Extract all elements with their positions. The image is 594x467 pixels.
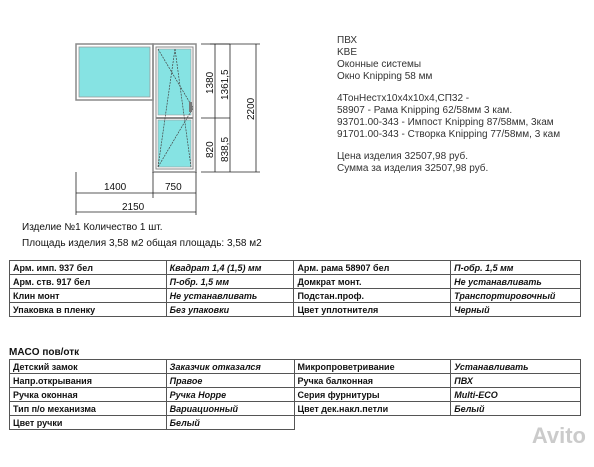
param-value: Заказчик отказался (166, 360, 294, 374)
param-value: Устанавливать (451, 360, 581, 374)
left-glass (79, 47, 150, 97)
params-table-2 (9, 359, 581, 430)
param-value: Транспортировочный (451, 289, 581, 303)
spec-line: KBE (337, 47, 358, 58)
param-value: Не устанавливать (451, 275, 581, 289)
param-value: Черный (451, 303, 581, 317)
param-value: Multi-ECO (451, 388, 581, 402)
empty-cell (294, 416, 451, 430)
param-key: Клин монт (10, 289, 167, 303)
param-key: Арм. имп. 937 бел (10, 261, 167, 275)
spec-line: Оконные системы (337, 59, 422, 70)
spec-line: 93701.00-343 - Импост Knipping 87/58мм, 3кам (337, 117, 554, 128)
param-key: Тип п/о механизма (10, 402, 167, 416)
param-value: Ручка Hoppe (166, 388, 294, 402)
maco-title: MACO пов/отк (9, 347, 80, 358)
dim-total-height: 2200 (246, 97, 257, 120)
param-key: Микропроветривание (294, 360, 451, 374)
dim-total-width: 2150 (122, 202, 145, 213)
param-key: Ручка оконная (10, 388, 167, 402)
spec-line: 4ТонНестх10х4х10х4,СП32 - (337, 93, 470, 104)
param-key: Домкрат монт. (294, 275, 451, 289)
param-value: Вариационный (166, 402, 294, 416)
dim-width-right: 750 (165, 182, 182, 193)
spec-line: ПВХ (337, 35, 358, 46)
param-value: Белый (166, 416, 294, 430)
spec-line (337, 141, 560, 151)
door-glass-bottom (158, 120, 191, 167)
param-value: Правое (166, 374, 294, 388)
dim-bottom: 820 (205, 141, 216, 158)
param-key: Цвет ручки (10, 416, 167, 430)
param-value: Не устанавливать (166, 289, 294, 303)
param-value: Без упаковки (166, 303, 294, 317)
param-value: Квадрат 1,4 (1,5) мм (166, 261, 294, 275)
param-value: ПВХ (451, 374, 581, 388)
table-row (10, 416, 581, 430)
spec-line: 58907 - Рама Knipping 62/58мм 3 кам. (337, 105, 513, 116)
param-key: Арм. ств. 917 бел (10, 275, 167, 289)
spec-line: 91701.00-343 - Створка Knipping 77/58мм, 3 кам (337, 129, 561, 140)
param-key: Ручка балконная (294, 374, 451, 388)
table-row (10, 402, 581, 416)
window-drawing (60, 30, 280, 220)
param-key: Упаковка в пленку (10, 303, 167, 317)
dim-height-1: 1361,5 (220, 69, 231, 100)
table-row (10, 261, 581, 275)
param-key: Детский замок (10, 360, 167, 374)
param-value: П-обр. 1,5 мм (166, 275, 294, 289)
spec-line: Окно Knipping 58 мм (337, 71, 433, 82)
spec-line (337, 83, 560, 93)
param-value: Белый (451, 402, 581, 416)
table-row (10, 374, 581, 388)
door-glass-top (158, 49, 191, 115)
avito-watermark: Avito (531, 423, 586, 448)
table-row (10, 303, 581, 317)
param-key: Напр.открывания (10, 374, 167, 388)
param-key: Цвет уплотнителя (294, 303, 451, 317)
window-spec (337, 35, 560, 175)
table-row (10, 388, 581, 402)
dim-height-2: 838,5 (220, 136, 231, 162)
param-key: Подстан.проф. (294, 289, 451, 303)
table-row (10, 289, 581, 303)
dim-top: 1380 (205, 71, 216, 94)
params-table-1 (9, 260, 581, 317)
spec-line: Сумма за изделия 32507,98 руб. (337, 163, 489, 174)
param-key: Арм. рама 58907 бел (294, 261, 451, 275)
handle (189, 102, 192, 112)
product-line-1: Изделие №1 Количество 1 шт. (22, 222, 163, 233)
product-line-2: Площадь изделия 3,58 м2 общая площадь: 3,58 м2 (22, 238, 262, 249)
dim-width-left: 1400 (104, 182, 127, 193)
param-value: П-обр. 1,5 мм (451, 261, 581, 275)
table-row (10, 275, 581, 289)
param-key: Цвет дек.накл.петли (294, 402, 451, 416)
spec-line: Цена изделия 32507,98 руб. (337, 151, 469, 162)
table-row (10, 360, 581, 374)
param-key: Серия фурнитуры (294, 388, 451, 402)
